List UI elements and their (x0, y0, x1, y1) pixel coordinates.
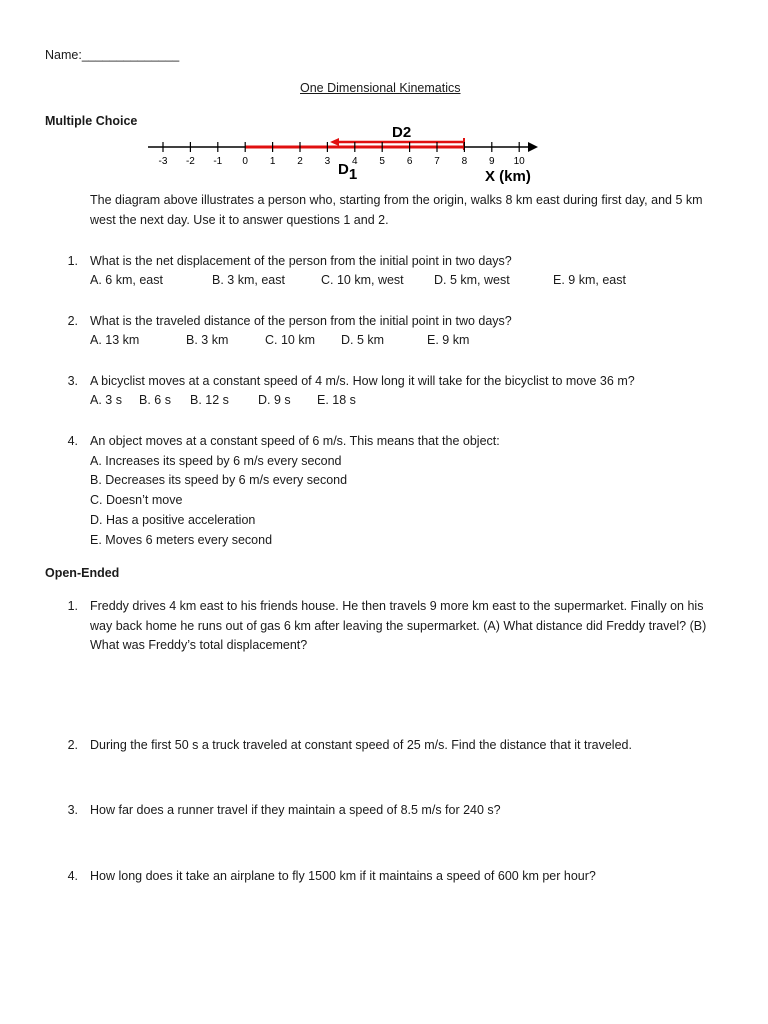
mc-q1-text: What is the net displacement of the person from the initial point in two days? (90, 254, 512, 268)
mc-q2-option-d: D. 5 km (341, 333, 385, 347)
mc-q3-text: A bicyclist moves at a constant speed of 4 m/s. How long it will take for the bicyclist to move 36 m? (90, 374, 635, 388)
intro-line-2: west the next day. Use it to answer questions 1 and 2. (90, 213, 389, 227)
axis-arrowhead (528, 142, 538, 152)
oe-q3-number: 3. (67, 803, 78, 817)
tick-label: 5 (379, 156, 385, 167)
mc-q2-option-a: A. 13 km (90, 333, 140, 347)
tick-label: -2 (185, 156, 195, 167)
mc-q4-option-c: C. Doesn’t move (90, 493, 183, 507)
page-title: One Dimensional Kinematics (300, 81, 461, 95)
tick-label: 6 (406, 156, 413, 167)
oe-q4-number: 4. (67, 869, 78, 883)
name-field-label: Name:______________ (45, 48, 180, 62)
mc-q2-number: 2. (67, 314, 78, 328)
mc-q2-option-e: E. 9 km (427, 333, 470, 347)
oe-q1-number: 1. (67, 599, 78, 613)
axis-label: X (km) (485, 168, 531, 185)
oe-q2-text: During the first 50 s a truck traveled at constant speed of 25 m/s. Find the distance that it traveled. (90, 738, 632, 752)
mc-q4-option-a: A. Increases its speed by 6 m/s every second (90, 454, 342, 468)
oe-q1-line-1: Freddy drives 4 km east to his friends house. He then travels 9 more km east to the supermarket. Finally on his (90, 599, 704, 613)
walk-day2-arrowhead (330, 138, 339, 146)
mc-q2-option-b: B. 3 km (186, 333, 229, 347)
mc-q4-option-e: E. Moves 6 meters every second (90, 533, 273, 547)
oe-q1-line-2: way back home he runs out of gas 6 km after leaving the supermarket. (A) What distance did Freddy travel? (B) (90, 619, 707, 633)
mc-q1-option-e: E. 9 km, east (553, 273, 626, 287)
mc-q2-option-c: C. 10 km (265, 333, 316, 347)
mc-q2-text: What is the traveled distance of the person from the initial point in two days? (90, 314, 512, 328)
tick-label: 7 (434, 156, 440, 167)
tick-label: 3 (324, 156, 331, 167)
oe-q3-text: How far does a runner travel if they maintain a speed of 8.5 m/s for 240 s? (90, 803, 501, 817)
number-line-diagram (140, 118, 560, 188)
mc-q4-text: An object moves at a constant speed of 6 m/s. This means that the object: (90, 434, 500, 448)
mc-q1-option-d: D. 5 km, west (434, 273, 510, 287)
mc-q3-option-d: D. 9 s (258, 393, 291, 407)
tick-label: 8 (461, 156, 468, 167)
mc-q1-option-b: B. 3 km, east (212, 273, 285, 287)
multiple-choice-heading: Multiple Choice (45, 114, 138, 128)
mc-q1-option-a: A. 6 km, east (90, 273, 163, 287)
intro-line-1: The diagram above illustrates a person who, starting from the origin, walks 8 km east during first day, and 5 km (90, 193, 703, 207)
mc-q4-option-b: B. Decreases its speed by 6 m/s every second (90, 473, 348, 487)
mc-q4-number: 4. (67, 434, 78, 448)
mc-q4-option-d: D. Has a positive acceleration (90, 513, 256, 527)
tick-label: 1 (269, 156, 276, 167)
mc-q3-option-b2: B. 12 s (190, 393, 229, 407)
mc-q3-option-a: A. 3 s (90, 393, 122, 407)
oe-q2-number: 2. (67, 738, 78, 752)
tick-label: 9 (489, 156, 495, 167)
d2-label: D2 (392, 124, 412, 141)
mc-q1-number: 1. (67, 254, 78, 268)
oe-q4-text: How long does it take an airplane to fly 1500 km if it maintains a speed of 600 km per hour? (90, 869, 596, 883)
mc-q3-option-e: E. 18 s (317, 393, 356, 407)
mc-q3-option-b: B. 6 s (139, 393, 171, 407)
d1-label: D1 (338, 161, 358, 183)
open-ended-heading: Open-Ended (45, 566, 120, 580)
tick-label: -1 (213, 156, 223, 167)
mc-q1-option-c: C. 10 km, west (321, 273, 404, 287)
tick-label: 10 (513, 156, 525, 167)
tick-label: -3 (158, 156, 168, 167)
tick-label: 0 (242, 156, 248, 167)
tick-label: 4 (352, 156, 358, 167)
mc-q3-number: 3. (67, 374, 78, 388)
oe-q1-line-3: What was Freddy’s total displacement? (90, 638, 308, 652)
tick-label: 2 (297, 156, 303, 167)
